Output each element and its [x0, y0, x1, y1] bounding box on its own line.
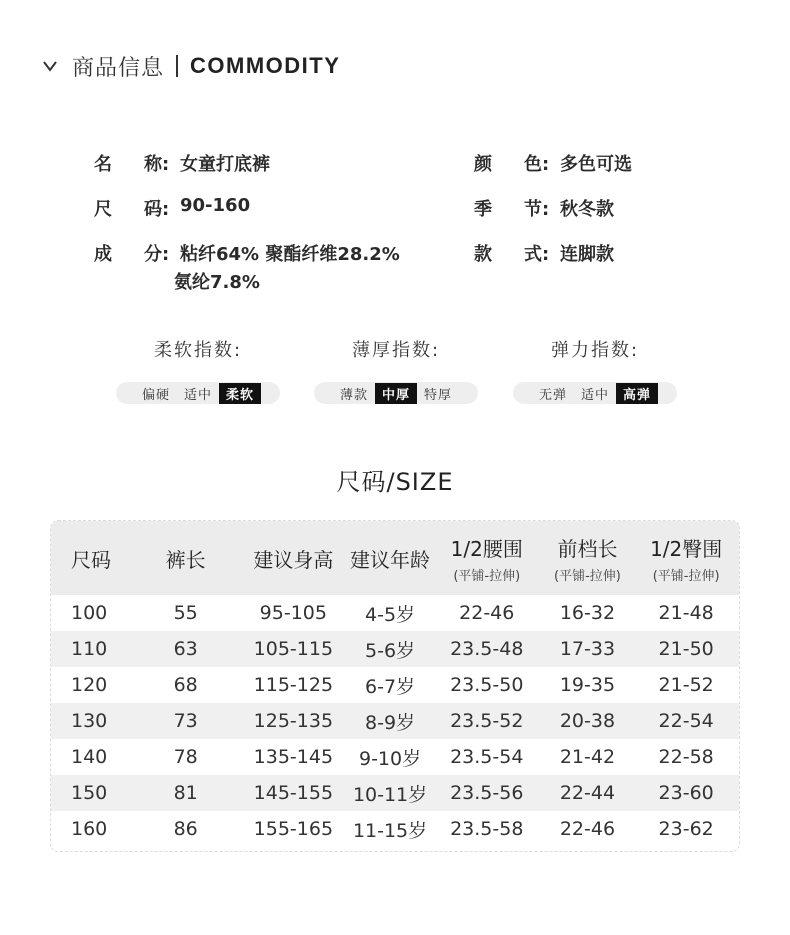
table-cell: 5-6岁	[365, 639, 416, 662]
table-cell: 155-165	[253, 818, 334, 840]
table-cell: 100	[71, 602, 108, 624]
table-cell: 105-115	[253, 638, 334, 660]
section-title-en: COMMODITY	[190, 53, 341, 78]
table-cell: 140	[71, 746, 108, 768]
size-table	[50, 520, 740, 852]
table-row	[51, 775, 739, 811]
info-name: 名 称: 女童打底裤	[94, 154, 270, 175]
table-cell: 115-125	[253, 674, 334, 696]
table-cell: 21-48	[658, 602, 714, 624]
softness-scale: 偏硬 适中 柔软	[116, 382, 280, 404]
table-cell: 19-35	[559, 674, 616, 696]
table-cell: 20-38	[559, 710, 616, 732]
table-cell: 160	[71, 818, 108, 840]
table-cell: 23.5-48	[450, 638, 524, 660]
title-divider	[176, 55, 178, 77]
table-cell: 110	[71, 638, 108, 660]
table-cell: 23.5-56	[450, 782, 524, 804]
table-cell: 22-46	[559, 818, 616, 840]
elasticity-index: 弹力指数: 无弹 适中 高弹	[510, 336, 680, 404]
table-cell: 9-10岁	[358, 747, 422, 770]
info-size: 尺 码: 90-160	[94, 195, 251, 220]
table-cell: 95-105	[259, 602, 327, 624]
chevron-down-icon	[42, 58, 58, 74]
selected-level: 中厚	[375, 383, 417, 404]
table-row	[51, 703, 739, 739]
table-cell: 11-15岁	[352, 819, 428, 842]
info-style: 款 式: 连脚款	[474, 244, 614, 265]
section-title-cn: 商品信息	[72, 55, 165, 81]
table-row	[51, 631, 739, 667]
table-cell: 8-9岁	[365, 711, 416, 734]
selected-level: 高弹	[616, 383, 658, 404]
table-cell: 22-54	[658, 710, 714, 732]
table-row	[51, 595, 739, 631]
table-cell: 81	[173, 782, 198, 804]
table-cell: 21-52	[658, 674, 714, 696]
header-cell: 1/2腰围 (平铺-拉伸)	[450, 536, 523, 584]
table-row	[51, 667, 739, 703]
table-cell: 4-5岁	[365, 603, 416, 626]
table-cell: 55	[173, 602, 198, 624]
table-cell: 145-155	[253, 782, 334, 804]
table-cell: 120	[71, 674, 108, 696]
table-cell: 22-58	[658, 746, 714, 768]
table-cell: 78	[173, 746, 198, 768]
table-cell: 23.5-54	[450, 746, 524, 768]
table-cell: 23.5-58	[450, 818, 524, 840]
header-cell: 建议身高	[253, 547, 334, 572]
header-cell: 裤长	[165, 547, 206, 572]
table-cell: 125-135	[253, 710, 334, 732]
table-body	[51, 595, 739, 847]
table-cell: 10-11岁	[352, 783, 428, 806]
elasticity-scale: 无弹 适中 高弹	[513, 382, 677, 404]
table-cell: 86	[173, 818, 198, 840]
info-color: 颜 色: 多色可选	[474, 154, 632, 175]
header-cell: 尺码	[71, 547, 111, 572]
table-cell: 16-32	[559, 602, 616, 624]
size-title: 尺码/SIZE	[336, 468, 454, 496]
table-cell: 150	[71, 782, 108, 804]
table-cell: 22-44	[559, 782, 616, 804]
table-cell: 63	[173, 638, 198, 660]
table-cell: 23-60	[658, 782, 714, 804]
header-cell: 建议年龄	[350, 547, 431, 572]
table-cell: 135-145	[253, 746, 334, 768]
thickness-scale: 薄款 中厚 特厚	[314, 382, 478, 404]
table-cell: 73	[173, 710, 198, 732]
info-composition: 成 分: 粘纤64% 聚酯纤维28.2% 氨纶7.8%	[94, 244, 400, 293]
table-header	[51, 521, 739, 595]
table-row	[51, 739, 739, 775]
table-cell: 68	[173, 674, 198, 696]
table-cell: 22-46	[459, 602, 515, 624]
table-cell: 130	[71, 710, 108, 732]
table-row	[51, 811, 739, 847]
softness-index: 柔软指数: 偏硬 适中 柔软	[113, 336, 283, 404]
selected-level: 柔软	[219, 383, 261, 404]
section-header	[42, 48, 340, 84]
table-cell: 21-42	[559, 746, 616, 768]
table-cell: 6-7岁	[365, 675, 416, 698]
table-cell: 23-62	[658, 818, 714, 840]
thickness-index: 薄厚指数: 薄款 中厚 特厚	[311, 336, 481, 404]
table-cell: 21-50	[658, 638, 714, 660]
info-season: 季 节: 秋冬款	[474, 199, 614, 220]
table-cell: 23.5-52	[450, 710, 524, 732]
table-cell: 23.5-50	[450, 674, 524, 696]
table-cell: 17-33	[559, 638, 616, 660]
header-cell: 1/2臀围 (平铺-拉伸)	[650, 536, 723, 584]
header-cell: 前档长 (平铺-拉伸)	[554, 536, 621, 584]
